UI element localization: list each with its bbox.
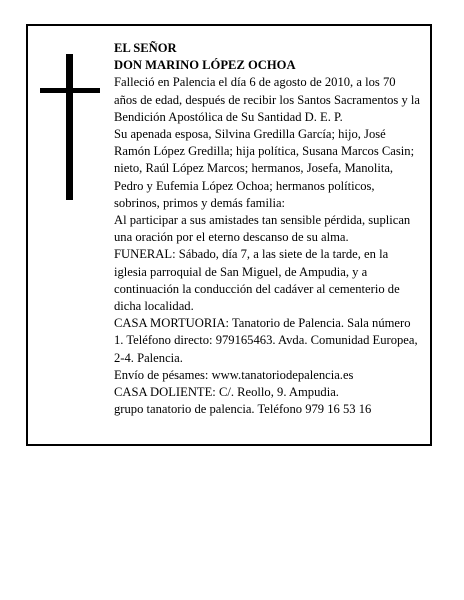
funeral-home-contact: grupo tanatorio de palencia. Teléfono 979 16 53 16	[114, 402, 372, 417]
funeral-details: FUNERAL: Sábado, día 7, a las siete de la tarde, en la iglesia parroquial de San Miguel, de Ampudia, y a continuación la conducción del cadáver al cementerio de dicha localidad.	[114, 247, 400, 314]
notice-body	[114, 40, 420, 418]
death-announcement: Falleció en Palencia el día 6 de agosto de 2010, a los 70 años de edad, después de recibir los Santos Sacramentos y la Bendición Apostólica de Su Santidad D. E. P.	[114, 75, 421, 124]
obituary-notice	[26, 24, 432, 446]
prayer-request: Al participar a sus amistades tan sensible pérdida, suplican una oración por el eterno descanso de su alma.	[114, 213, 411, 245]
family-list: Su apenada esposa, Silvina Gredilla García; hijo, José Ramón López Gredilla; hija política, Susana Marcos Casin; nieto, Raúl López Marcos; hermanos, Josefa, Manolita, Pedro y Eufemia López Ochoa; hermanos políticos, sobrinos, primos y demás familia:	[114, 127, 415, 210]
deceased-name: DON MARINO LÓPEZ OCHOA	[114, 58, 296, 73]
cross-horizontal-bar	[40, 88, 100, 93]
cross-icon	[40, 54, 100, 200]
mortuary-details: CASA MORTUORIA: Tanatorio de Palencia. Sala número 1. Teléfono directo: 979165463. Avda. Comunidad Europea, 2-4. Palencia.	[114, 316, 418, 365]
condolences-website: Envío de pésames: www.tanatoriodepalencia.es	[114, 367, 354, 382]
notice-heading-title: EL SEÑOR	[114, 41, 177, 55]
mourning-house: CASA DOLIENTE: C/. Reollo, 9. Ampudia.	[114, 385, 339, 400]
cross-vertical-bar	[66, 54, 73, 200]
